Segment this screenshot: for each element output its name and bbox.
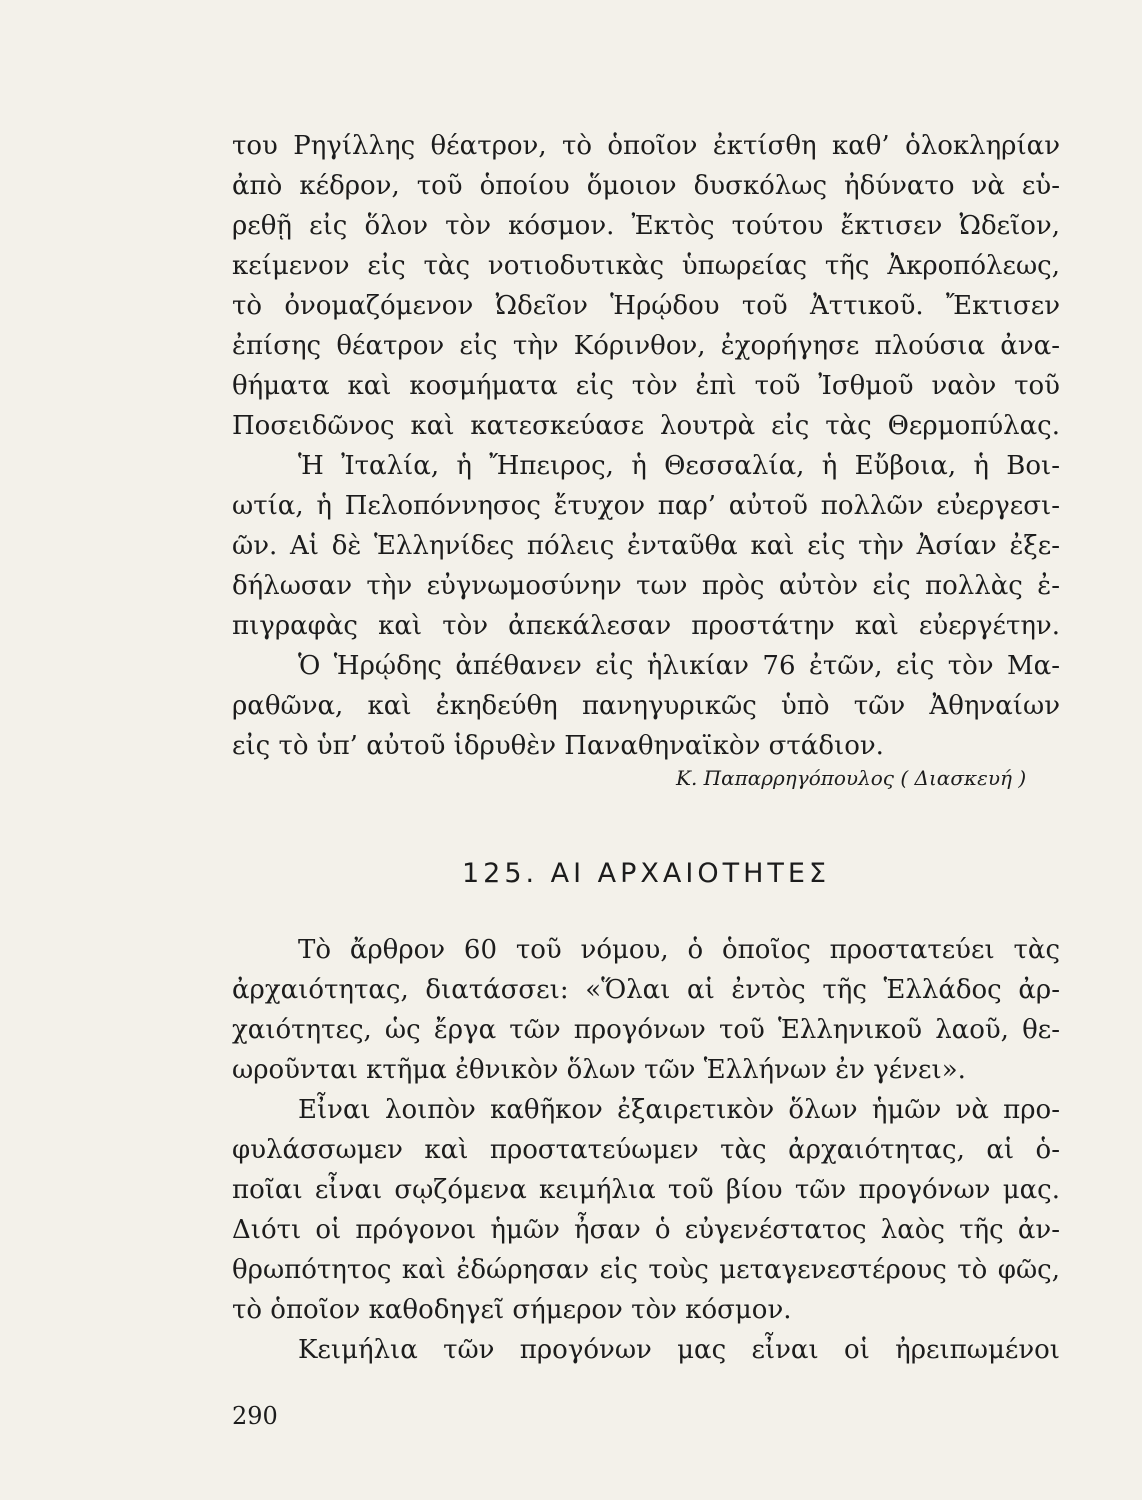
text-line: τὸ ὀνομαζόμενον Ὠδεῖον Ἡρῴδου τοῦ Ἀττικοῦ. Ἔκτισεν [232,291,1060,321]
text-line: ραθῶνα, καὶ ἐκηδεύθη πανηγυρικῶς ὑπὸ τῶν Ἀθηναίων [232,691,1060,721]
text-line: ποῖαι εἶναι σῳζόμενα κειμήλια τοῦ βίου τῶν προγόνων μας. [232,1175,1060,1205]
text-line: πιγραφὰς καὶ τὸν ἀπεκάλεσαν προστάτην καὶ εὐεργέτην. [232,611,1060,641]
text-line: φυλάσσωμεν καὶ προστατεύωμεν τὰς ἀρχαιότητας, αἱ ὁ- [232,1135,1060,1165]
text-line: εἰς τὸ ὑπ’ αὐτοῦ ἱδρυθὲν Παναθηναϊκὸν στάδιον. [232,731,884,761]
text-line: Τὸ ἄρθρον 60 τοῦ νόμου, ὁ ὁποῖος προστατεύει τὰς [298,935,1060,965]
text-line: θρωπότητος καὶ ἐδώρησαν εἰς τοὺς μεταγενεστέρους τὸ φῶς, [232,1255,1060,1285]
text-line: ρεθῇ εἰς ὅλον τὸν κόσμον. Ἐκτὸς τούτου ἔκτισεν Ὠδεῖον, [232,211,1060,241]
text-line: Κειμήλια τῶν προγόνων μας εἶναι οἱ ἠρειπωμένοι [298,1335,1060,1365]
text-line: Ἡ Ἰταλία, ἡ Ἤπειρος, ἡ Θεσσαλία, ἡ Εὔβοια, ἡ Βοι- [298,451,1060,481]
text-line: δήλωσαν τὴν εὐγνωμοσύνην των πρὸς αὐτὸν εἰς πολλὰς ἐ- [232,571,1060,601]
author-signature: Κ. Παπαρρηγόπουλος ( Διασκευή ) [676,766,1027,790]
text-line: ἀπὸ κέδρον, τοῦ ὁποίου ὅμοιον δυσκόλως ἠδύνατο νὰ εὑ- [232,171,1060,201]
text-line: του Ρηγίλλης θέατρον, τὸ ὁποῖον ἐκτίσθη καθ’ ὁλοκληρίαν [232,131,1060,161]
page-number: 290 [232,1402,278,1430]
text-line: ωτία, ἡ Πελοπόννησος ἔτυχον παρ’ αὐτοῦ πολλῶν εὐεργεσι- [232,491,1060,521]
text-line: χαιότητες, ὡς ἔργα τῶν προγόνων τοῦ Ἑλληνικοῦ λαοῦ, θε- [232,1015,1060,1045]
text-line: Ποσειδῶνος καὶ κατεσκεύασε λουτρὰ εἰς τὰς Θερμοπύλας. [232,411,1060,441]
text-line: Ὁ Ἡρῴδης ἀπέθανεν εἰς ἡλικίαν 76 ἐτῶν, εἰς τὸν Μα- [298,651,1060,681]
text-line: ἀρχαιότητας, διατάσσει: «Ὅλαι αἱ ἐντὸς τῆς Ἑλλάδος ἀρ- [232,975,1060,1005]
text-line: ωροῦνται κτῆμα ἐθνικὸν ὅλων τῶν Ἑλλήνων ἐν γένει». [232,1055,966,1085]
text-line: Εἶναι λοιπὸν καθῆκον ἐξαιρετικὸν ὅλων ἡμῶν νὰ προ- [298,1095,1060,1125]
text-line: κείμενον εἰς τὰς νοτιοδυτικὰς ὑπωρείας τῆς Ἀκροπόλεως, [232,251,1060,281]
text-line: ἐπίσης θέατρον εἰς τὴν Κόρινθον, ἐχορήγησε πλούσια ἀνα- [232,331,1060,361]
section-heading: 125. ΑΙ ΑΡΧΑΙΟΤΗΤΕΣ [461,858,831,889]
text-line: τὸ ὁποῖον καθοδηγεῖ σήμερον τὸν κόσμον. [232,1295,792,1325]
text-line: ῶν. Αἱ δὲ Ἑλληνίδες πόλεις ἐνταῦθα καὶ εἰς τὴν Ἀσίαν ἐξε- [232,531,1060,561]
text-line: θήματα καὶ κοσμήματα εἰς τὸν ἐπὶ τοῦ Ἰσθμοῦ ναὸν τοῦ [232,371,1060,401]
text-line: Διότι οἱ πρόγονοι ἡμῶν ἦσαν ὁ εὐγενέστατος λαὸς τῆς ἀν- [232,1215,1060,1245]
